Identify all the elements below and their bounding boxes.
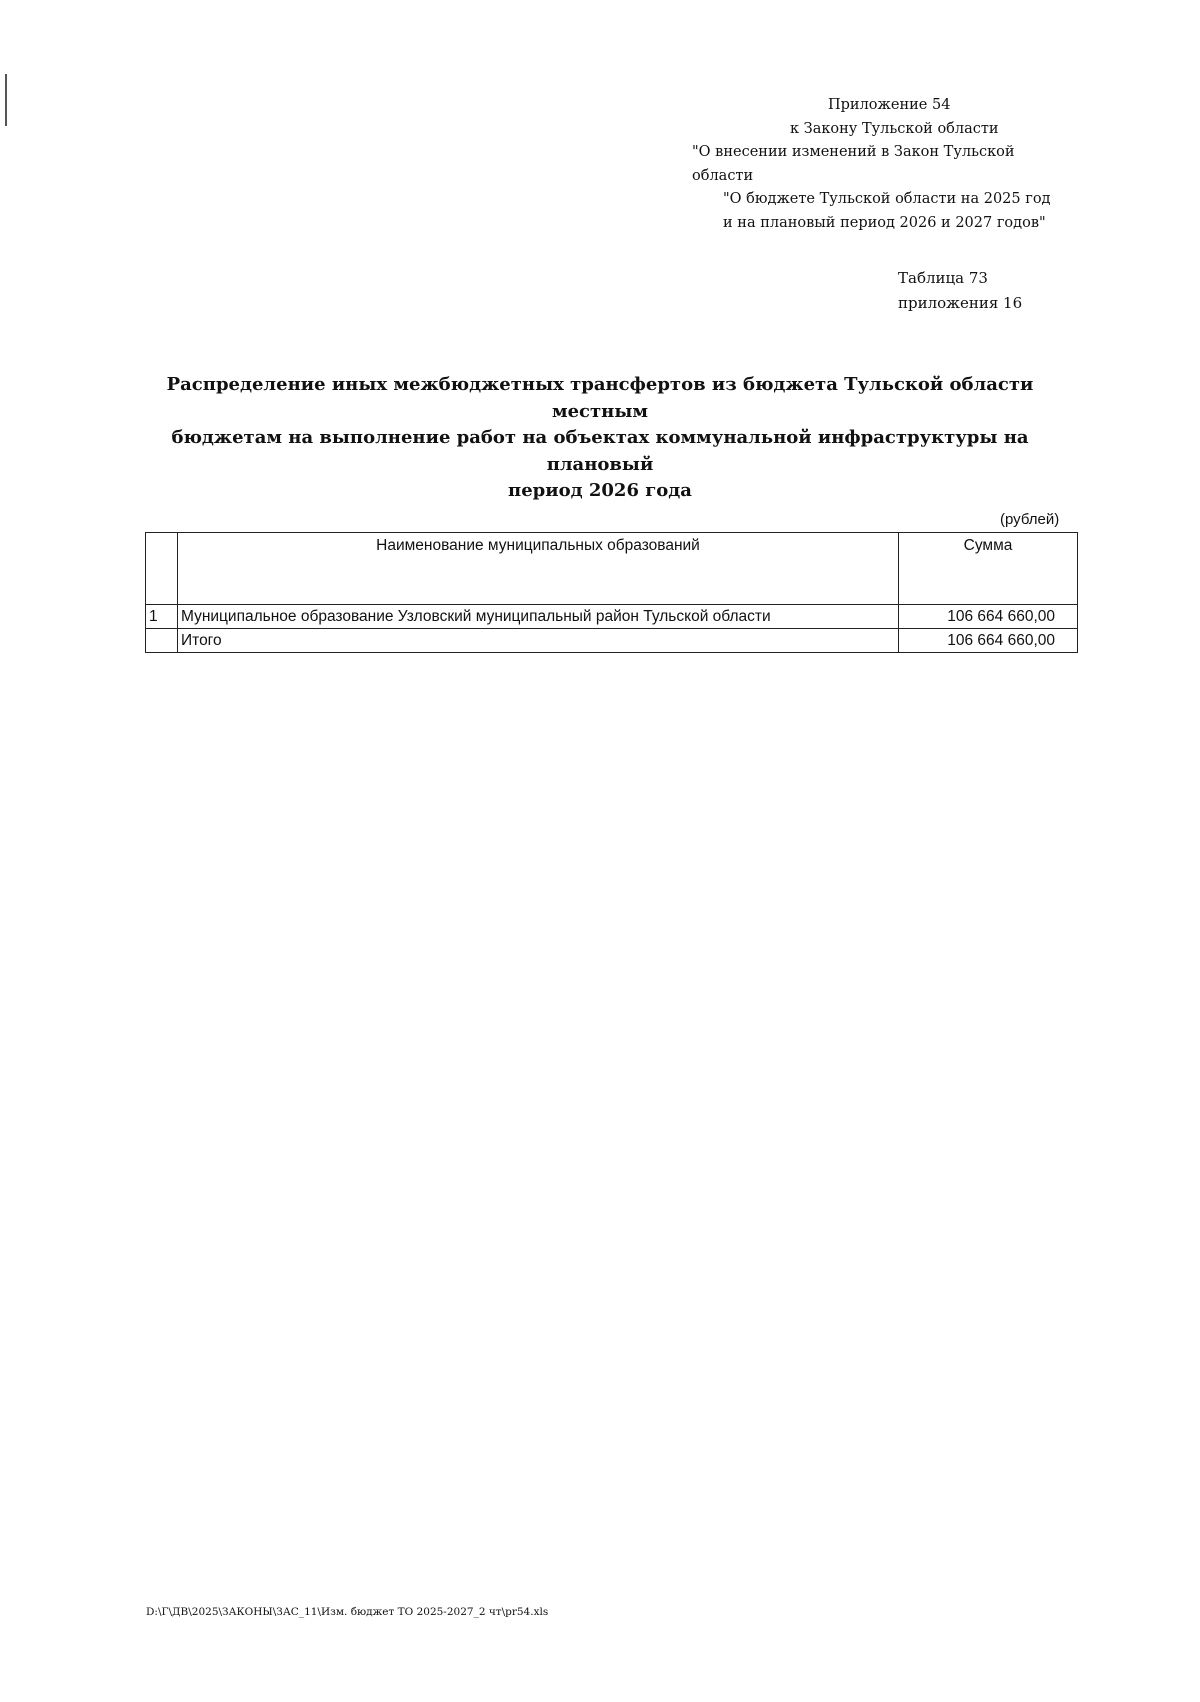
total-sum: 106 664 660,00 <box>899 629 1078 653</box>
title-line-3: период 2026 года <box>508 480 692 501</box>
row-number: 1 <box>146 605 178 629</box>
table-row <box>146 605 1078 629</box>
header-name: Наименование муниципальных образований <box>178 533 899 605</box>
appendix-line-5: и на плановый период 2026 и 2027 годов" <box>723 214 1046 231</box>
footer-file-path: D:\Г\ДВ\2025\ЗАКОНЫ\ЗАС_11\Изм. бюджет ТО 2025-2027_2 чт\pr54.xls <box>146 1606 549 1618</box>
table-reference <box>898 266 1022 316</box>
appendix-line-3: "О внесении изменений в Закон Тульской области <box>692 144 1015 184</box>
row-sum: 106 664 660,00 <box>899 605 1078 629</box>
table-ref-line-2: приложения 16 <box>898 294 1023 312</box>
header-sum: Сумма <box>899 533 1078 605</box>
row-name: Муниципальное образование Узловский муниципальный район Тульской области <box>178 605 899 629</box>
document-title <box>150 372 1050 505</box>
title-line-1: Распределение иных межбюджетных трансфертов из бюджета Тульской области местным <box>166 374 1034 422</box>
header-number <box>146 533 178 605</box>
scan-edge-mark <box>5 74 7 126</box>
total-number <box>146 629 178 653</box>
appendix-line-4: "О бюджете Тульской области на 2025 год <box>723 191 1051 207</box>
units-label: (рублей) <box>1000 511 1060 528</box>
appendix-line-1: Приложение 54 <box>828 97 951 113</box>
total-row <box>146 629 1078 653</box>
title-line-2: бюджетам на выполнение работ на объектах коммунальной инфраструктуры на плановый <box>171 427 1029 475</box>
table-header-row <box>146 533 1078 605</box>
appendix-line-2: к Закону Тульской области <box>790 120 999 137</box>
total-label: Итого <box>178 629 899 653</box>
table-ref-line-1: Таблица 73 <box>898 269 988 287</box>
distribution-table <box>145 532 1078 653</box>
appendix-reference <box>680 94 1060 235</box>
